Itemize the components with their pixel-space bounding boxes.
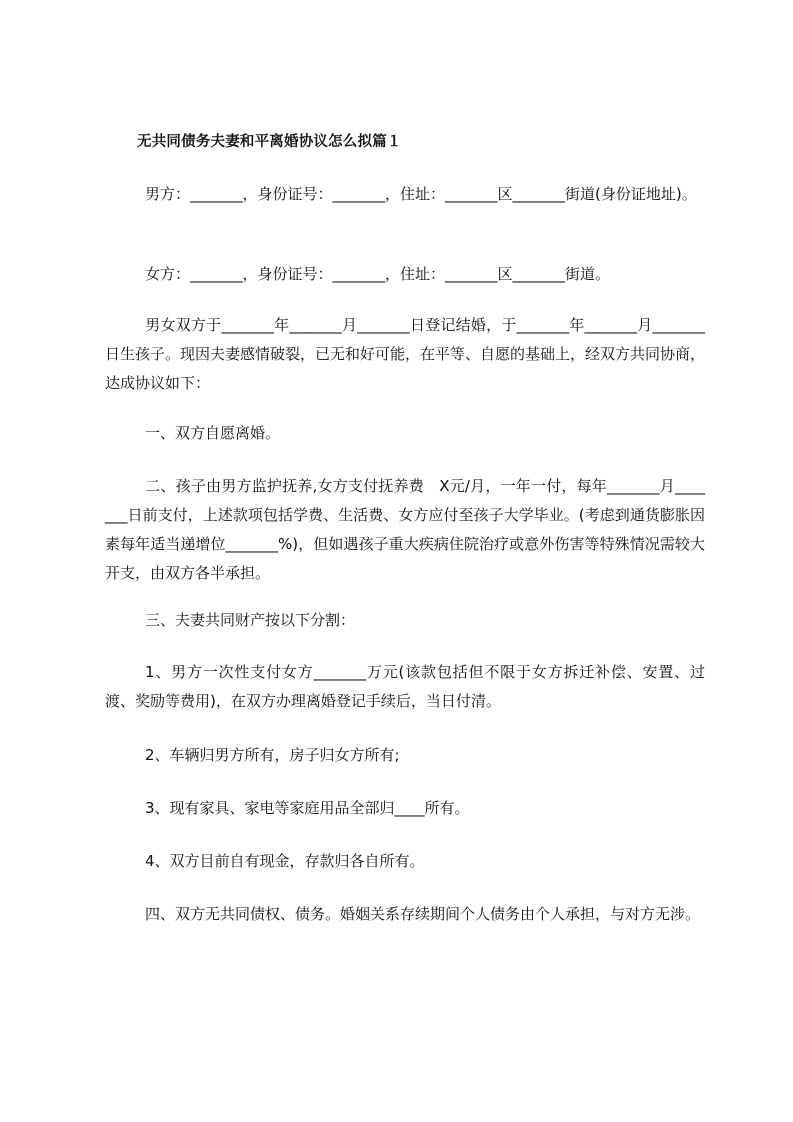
paragraph-text: 4、双方目前自有现金，存款归各自所有。	[145, 852, 425, 870]
paragraph-woman-info	[105, 260, 705, 289]
paragraph-text: 男方：_______，身份证号：_______，住址：_______区_______街道(身份证地址)。	[145, 185, 697, 203]
paragraph-clause-3-item-1	[105, 658, 705, 716]
document-title: 无共同债务夫妻和平离婚协议怎么拟篇１	[137, 134, 402, 150]
paragraph-clause-3-item-3	[105, 794, 705, 823]
paragraph-man-info	[105, 180, 705, 209]
paragraph-text: 二、孩子由男方监护抚养,女方支付抚养费 X元/月，一年一付，每年_______月_______日前支付，上述款项包括学费、生活费、女方应付至孩子大学毕业。(考虑到通货膨胀因素每年适当递增位_______%)，但如遇孩子重大疾病住院治疗或意外伤害等特殊情况需较大开支，由双方各半承担。	[105, 477, 705, 582]
paragraph-clause-4	[105, 900, 705, 929]
paragraph-clause-3	[105, 606, 705, 635]
paragraph-text: 一、双方自愿离婚。	[145, 424, 281, 442]
paragraph-clause-2	[105, 472, 705, 588]
paragraph-marriage-info	[105, 311, 705, 398]
paragraph-text: 1、男方一次性支付女方_______万元(该款包括但不限于女方拆迁补偿、安置、过渡、奖励等费用)，在双方办理离婚登记手续后，当日付清。	[105, 663, 705, 710]
paragraph-text: 四、双方无共同债权、债务。婚姻关系存续期间个人债务由个人承担，与对方无涉。	[145, 905, 701, 923]
paragraph-clause-3-item-4	[105, 847, 705, 876]
paragraph-text: 男女双方于_______年_______月_______日登记结婚，于_______年_______月_______日生孩子。现因夫妻感情破裂，已无和好可能，在平等、自愿的基础上，经双方共同协商，达成协议如下：	[105, 316, 706, 392]
paragraph-text: 2、车辆归男方所有，房子归女方所有;	[145, 746, 400, 764]
paragraph-text: 三、夫妻共同财产按以下分割：	[145, 611, 356, 629]
paragraph-text: 女方：_______，身份证号：_______，住址：_______区_______街道。	[145, 265, 611, 283]
paragraph-text: 3、现有家具、家电等家庭用品全部归____所有。	[145, 799, 470, 817]
paragraph-clause-1	[105, 419, 705, 448]
paragraph-clause-3-item-2	[105, 741, 705, 770]
